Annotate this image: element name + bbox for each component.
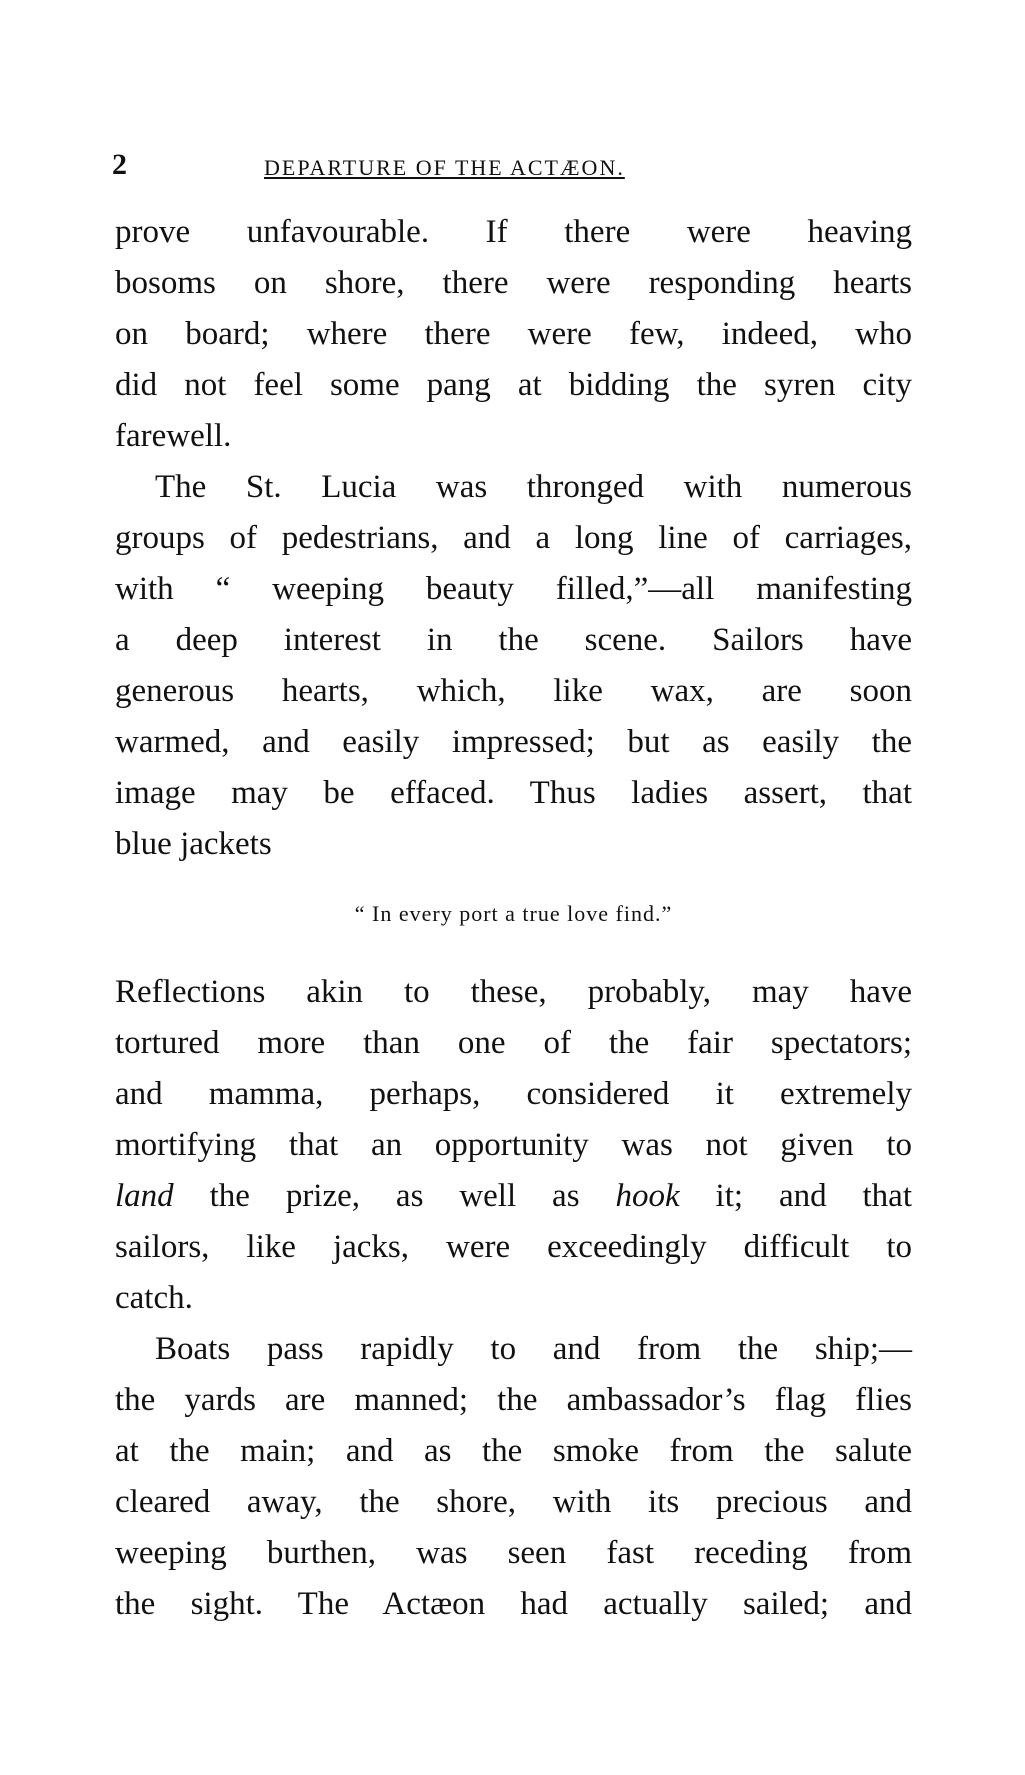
text-line: bosoms on shore, there were responding hearts [115,265,912,301]
text-line: Reflections akin to these, probably, may have [115,974,912,1010]
text-fragment: it; and that [679,1178,913,1214]
italic-word: land [115,1178,174,1214]
text-line: generous hearts, which, like wax, are soon [115,673,912,709]
text-line: The St. Lucia was thronged with numerous [155,469,912,505]
text-line: tortured more than one of the fair spectators; [115,1025,912,1061]
italic-word: hook [615,1178,680,1214]
text-line: groups of pedestrians, and a long line of carriages, [115,520,912,556]
text-line: prove unfavourable. If there were heaving [115,214,912,250]
text-line: catch. [115,1280,193,1316]
text-line: with “ weeping beauty filled,”—all manifesting [115,571,912,607]
text-line: sailors, like jacks, were exceedingly difficult to [115,1229,912,1265]
text-line: the sight. The Actæon had actually sailed; and [115,1586,912,1622]
text-line: cleared away, the shore, with its precious and [115,1484,912,1520]
text-line: blue jackets [115,826,272,862]
paragraph-1 [115,207,912,462]
text-line: at the main; and as the smoke from the salute [115,1433,912,1469]
text-line: weeping burthen, was seen fast receding from [115,1535,912,1571]
verse-quotation: “ In every port a true love find.” [354,901,673,926]
body-text [115,207,912,1630]
text-line: image may be effaced. Thus ladies assert, that [115,775,912,811]
text-line: farewell. [115,418,232,454]
text-line: warmed, and easily impressed; but as easily the [115,724,912,760]
text-line: mortifying that an opportunity was not given to [115,1127,912,1163]
page-number: 2 [112,148,127,181]
text-line: did not feel some pang at bidding the syren city [115,367,912,403]
running-title: DEPARTURE OF THE ACTÆON. [264,155,625,180]
paragraph-2 [115,462,912,870]
paragraph-4 [115,1324,912,1630]
paragraph-3 [115,967,912,1324]
text-line: a deep interest in the scene. Sailors have [115,622,912,658]
text-line: and mamma, perhaps, considered it extremely [115,1076,912,1112]
text-fragment: the prize, as well as [173,1178,616,1214]
text-line: the yards are manned; the ambassador’s flag flies [115,1382,912,1418]
text-line: Boats pass rapidly to and from the ship;— [155,1331,912,1367]
page-header [112,150,912,190]
text-line-with-italics [115,1171,912,1222]
text-line: on board; where there were few, indeed, who [115,316,912,352]
